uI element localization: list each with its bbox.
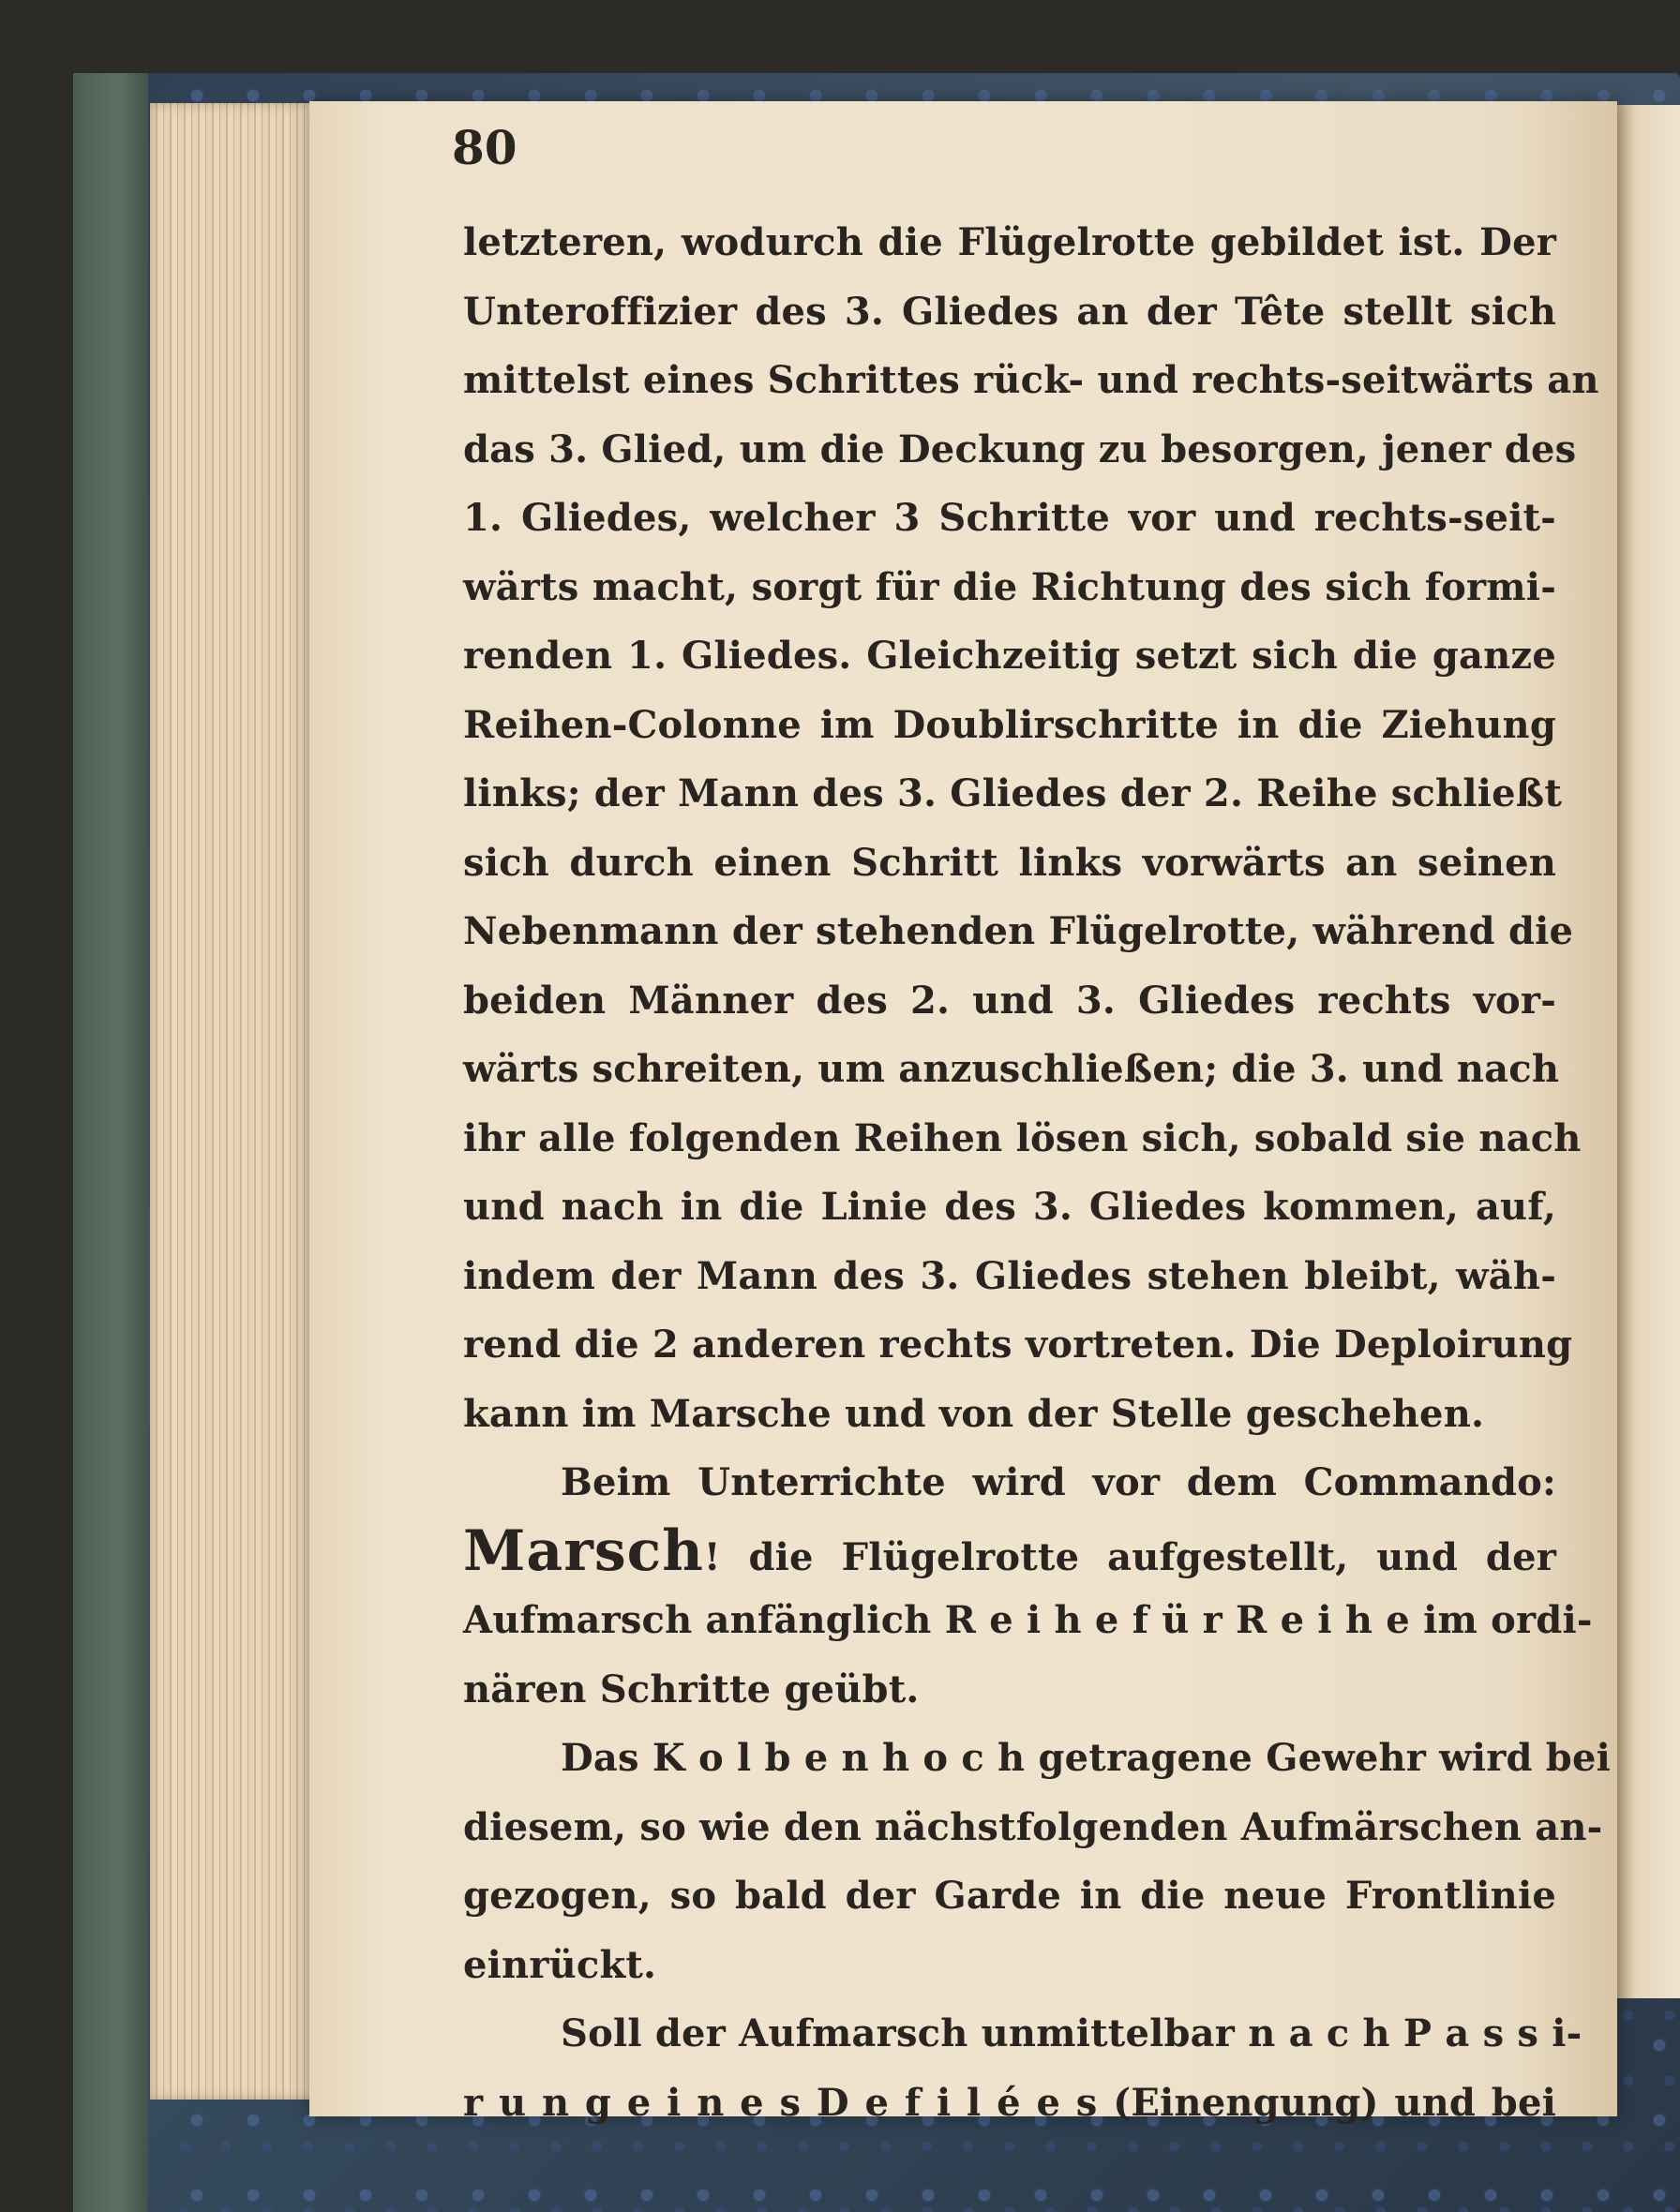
facing-page-edge xyxy=(1617,105,1680,1998)
text-line: Das K o l b e n h o c h getragene Gewehr wird bei xyxy=(561,1736,1611,1780)
text-line: mittelst eines Schrittes rück- und rechts-seitwärts an xyxy=(463,358,1599,402)
text-line: nären Schritte geübt. xyxy=(463,1666,920,1711)
text-line: diesem, so wie den nächstfolgenden Aufmärschen an- xyxy=(463,1804,1603,1849)
page-edges xyxy=(150,103,328,2100)
text-line: rend die 2 anderen rechts vortreten. Die Deploirung xyxy=(463,1323,1573,1367)
text-line: Beim Unterrichte wird vor dem Commando: xyxy=(561,1460,1556,1504)
text-line: kann im Marsche und von der Stelle geschehen. xyxy=(463,1391,1485,1436)
text-line: renden 1. Gliedes. Gleichzeitig setzt sich die ganze xyxy=(463,634,1556,678)
text-line: 1. Gliedes, welcher 3 Schritte vor und rechts-seit- xyxy=(463,496,1556,540)
text-line: Aufmarsch anfänglich R e i h e f ü r R e i h e im ordi- xyxy=(463,1598,1593,1642)
page-number: 80 xyxy=(452,120,518,175)
text-line: beiden Männer des 2. und 3. Gliedes rechts vor- xyxy=(463,978,1556,1023)
body-text xyxy=(463,208,1611,2137)
text-line: das 3. Glied, um die Deckung zu besorgen, jener des xyxy=(463,426,1577,471)
text-line: wärts macht, sorgt für die Richtung des sich formi- xyxy=(463,564,1556,609)
text-line: Unteroffizier des 3. Gliedes an der Tête stellt sich xyxy=(463,289,1556,334)
text-line: sich durch einen Schritt links vorwärts an seinen xyxy=(463,840,1556,885)
text-line: einrückt. xyxy=(463,1942,657,1987)
text-line: r u n g e i n e s D e f i l é e s (Einengung) und bei xyxy=(463,2080,1556,2125)
text-line: gezogen, so bald der Garde in die neue Frontlinie xyxy=(463,1874,1556,1918)
text-line: indem der Mann des 3. Gliedes stehen bleibt, wäh- xyxy=(463,1253,1556,1298)
book-spine xyxy=(73,73,148,2212)
text-line: Nebenmann der stehenden Flügelrotte, während die xyxy=(463,909,1574,953)
text-line-rest: ! die Flügelrotte aufgestellt, und der xyxy=(703,1534,1556,1579)
text-line: Reihen-Colonne im Doublirschritte in die Ziehung xyxy=(463,702,1556,747)
text-line: ihr alle folgenden Reihen lösen sich, sobald sie nach xyxy=(463,1115,1582,1160)
command-word: Marsch xyxy=(463,1517,704,1584)
text-line-command xyxy=(463,1517,1556,1587)
text-line: und nach in die Linie des 3. Gliedes kommen, auf, xyxy=(463,1185,1556,1229)
text-line: wärts schreiten, um anzuschließen; die 3. und nach xyxy=(463,1047,1560,1091)
text-line: Soll der Aufmarsch unmittelbar n a c h P a s s i- xyxy=(561,2011,1582,2055)
text-line: links; der Mann des 3. Gliedes der 2. Reihe schließt xyxy=(463,771,1563,815)
text-line: letzteren, wodurch die Flügelrotte gebildet ist. Der xyxy=(463,220,1556,264)
